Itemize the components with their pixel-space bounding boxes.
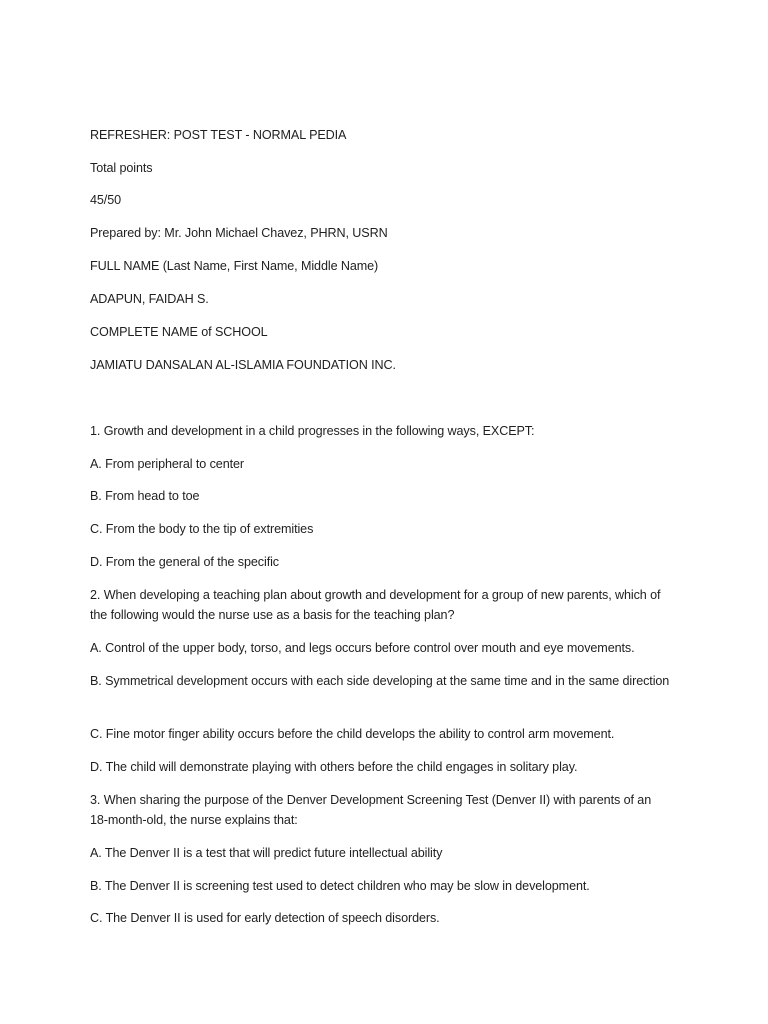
question-1-text: 1. Growth and development in a child progresses in the following ways, EXCEPT:	[90, 424, 535, 438]
total-points-label: Total points	[90, 161, 153, 175]
question-2-option-a: A. Control of the upper body, torso, and legs occurs before control over mouth and eye movements.	[90, 641, 635, 655]
question-3-option-b: B. The Denver II is screening test used to detect children who may be slow in development.	[90, 879, 590, 893]
question-3-option-a: A. The Denver II is a test that will predict future intellectual ability	[90, 846, 443, 860]
document-title: REFRESHER: POST TEST - NORMAL PEDIA	[90, 128, 347, 142]
question-1-option-a: A. From peripheral to center	[90, 457, 244, 471]
question-2-option-b: B. Symmetrical development occurs with each side developing at the same time and in the same direction	[90, 674, 670, 688]
question-1-option-b: B. From head to toe	[90, 489, 200, 503]
score-value: 45/50	[90, 193, 122, 207]
school-value: JAMIATU DANSALAN AL-ISLAMIA FOUNDATION INC.	[90, 358, 396, 372]
full-name-label: FULL NAME (Last Name, First Name, Middle Name)	[90, 259, 379, 273]
question-2-option-c: C. Fine motor finger ability occurs before the child develops the ability to control arm movement.	[90, 727, 615, 741]
full-name-value: ADAPUN, FAIDAH S.	[90, 292, 209, 306]
question-2-option-d: D. The child will demonstrate playing with others before the child engages in solitary play.	[90, 760, 578, 774]
question-1-option-c: C. From the body to the tip of extremities	[90, 522, 314, 536]
prepared-by: Prepared by: Mr. John Michael Chavez, PHRN, USRN	[90, 226, 388, 240]
school-label: COMPLETE NAME of SCHOOL	[90, 325, 268, 339]
question-1-option-d: D. From the general of the specific	[90, 555, 279, 569]
question-3-option-c: C. The Denver II is used for early detection of speech disorders.	[90, 911, 440, 925]
question-3-text: 3. When sharing the purpose of the Denver Development Screening Test (Denver II) with parents of an 18-month-old, the nurse explains that:	[90, 793, 652, 827]
question-2-text: 2. When developing a teaching plan about growth and development for a group of new parents, which of the following would the nurse use as a basis for the teaching plan?	[90, 588, 661, 622]
